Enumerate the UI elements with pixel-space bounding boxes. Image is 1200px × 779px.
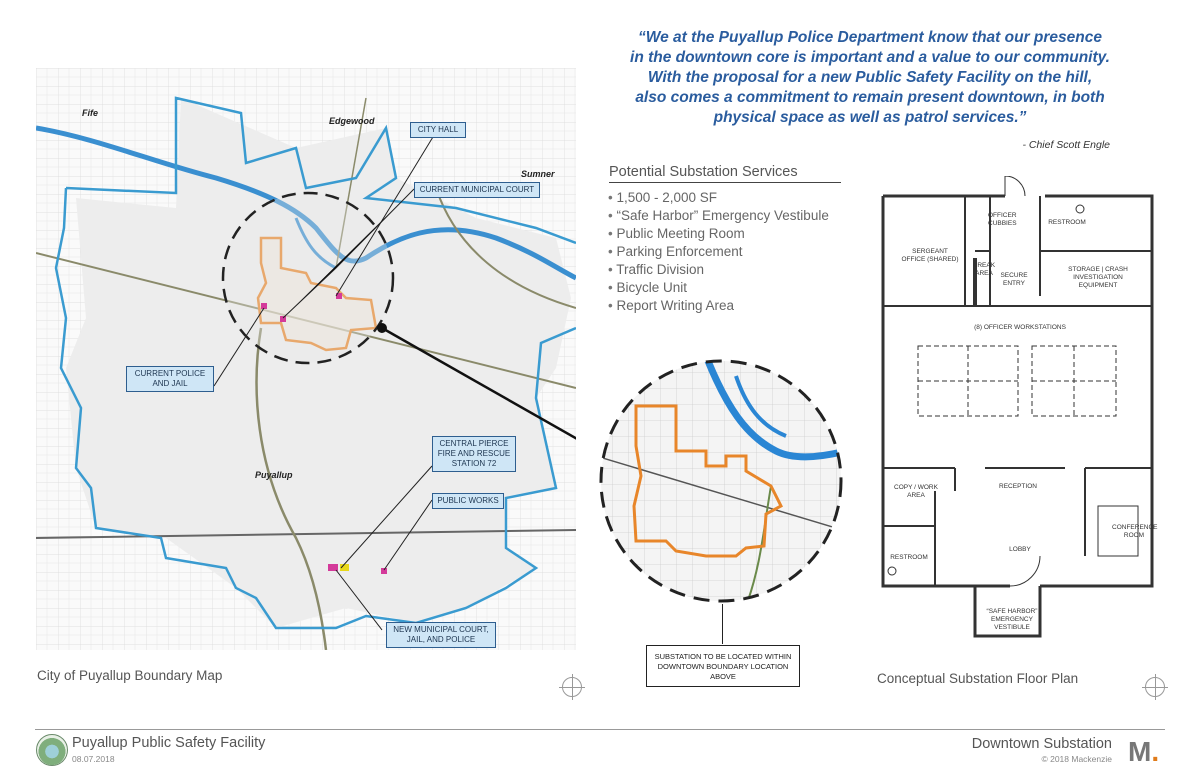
room-restroom-top: RESTROOM [1048, 219, 1086, 226]
workstations-left [918, 346, 1018, 416]
service-item: • 1,500 - 2,000 SF [608, 189, 829, 207]
quote-line: also comes a commitment to remain present downtown, in both [635, 89, 1105, 106]
footer-sheet-title: Downtown Substation [971, 736, 1112, 752]
quote-line: With the proposal for a new Public Safety Facility on the hill, [647, 69, 1093, 86]
quote-line: physical space as well as patrol services.” [713, 109, 1027, 126]
room-conference: CONFERENCE ROOM [1112, 524, 1158, 539]
service-item: • Public Meeting Room [608, 225, 829, 243]
quote [600, 28, 1140, 128]
service-item: • Report Writing Area [608, 297, 829, 315]
room-sergeant: SERGEANT OFFICE (SHARED) [901, 248, 959, 263]
quote-line: in the downtown core is important and a value to our community. [630, 49, 1110, 66]
toilet-fixture-lower [888, 567, 896, 575]
room-cubbies: OFFICER CUBBIES [988, 212, 1017, 227]
services-title: Potential Substation Services [609, 164, 841, 183]
service-item: • “Safe Harbor” Emergency Vestibule [608, 207, 829, 225]
entry-door [1005, 176, 1025, 196]
room-restroom-bottom: RESTROOM [890, 554, 928, 561]
place-edgewood: Edgewood [329, 116, 375, 126]
footer-date: 08.07.2018 [72, 754, 115, 764]
room-lobby: LOBBY [1009, 546, 1031, 553]
room-vestibule: “SAFE HARBOR” EMERGENCY VESTIBULE [986, 608, 1038, 631]
logo-dot: . [1151, 736, 1160, 767]
place-puyallup: Puyallup [255, 470, 293, 480]
footer-divider [35, 729, 1165, 730]
quote-author: - Chief Scott Engle [1022, 139, 1110, 151]
services-list [608, 189, 829, 315]
room-break: BREAK AREA [973, 262, 996, 277]
place-fife: Fife [82, 108, 99, 118]
court-marker[interactable] [280, 316, 286, 322]
callout-current-court: CURRENT MUNICIPAL COURT [414, 182, 540, 198]
vestibule-door [1010, 556, 1040, 586]
callout-city-hall: CITY HALL [410, 122, 466, 138]
room-copy: COPY / WORK AREA [894, 484, 938, 499]
service-item: • Parking Enforcement [608, 243, 829, 261]
north-arrow-icon [1145, 677, 1165, 697]
downtown-focus-circle [223, 193, 393, 363]
callout-new-court: NEW MUNICIPAL COURT, JAIL, AND POLICE [386, 622, 496, 648]
room-secure-entry: SECURE ENTRY [1000, 272, 1028, 287]
room-workstations: (8) OFFICER WORKSTATIONS [974, 324, 1066, 331]
north-arrow-icon [562, 677, 582, 697]
public-works-marker[interactable] [381, 568, 387, 574]
place-sumner: Sumner [521, 169, 555, 179]
floorplan-caption: Conceptual Substation Floor Plan [877, 671, 1079, 686]
substation-note: SUBSTATION TO BE LOCATED WITHIN DOWNTOWN BOUNDARY LOCATION ABOVE [646, 645, 800, 687]
inset-leader-line [722, 604, 723, 644]
toilet-fixture [1076, 205, 1084, 213]
service-item: • Bicycle Unit [608, 279, 829, 297]
callout-public-works: PUBLIC WORKS [432, 493, 504, 509]
footer-project-title: Puyallup Public Safety Facility [72, 735, 266, 751]
city-seal-icon [36, 734, 68, 766]
callout-police-jail: CURRENT POLICE AND JAIL [126, 366, 214, 392]
map-caption: City of Puyallup Boundary Map [37, 668, 223, 683]
callout-fire-station: CENTRAL PIERCE FIRE AND RESCUE STATION 72 [432, 436, 516, 472]
footer-copyright: © 2018 Mackenzie [1041, 754, 1112, 764]
service-item: • Traffic Division [608, 261, 829, 279]
boundary-map[interactable] [36, 68, 576, 650]
workstations-right [1032, 346, 1116, 416]
logo-letter: M [1128, 736, 1152, 767]
room-storage: STORAGE | CRASH INVESTIGATION EQUIPMENT [1068, 266, 1128, 289]
mackenzie-logo [1128, 736, 1159, 768]
room-reception: RECEPTION [999, 483, 1037, 490]
downtown-inset-map[interactable] [596, 356, 846, 606]
quote-line: “We at the Puyallup Police Department know that our presence [638, 29, 1102, 46]
